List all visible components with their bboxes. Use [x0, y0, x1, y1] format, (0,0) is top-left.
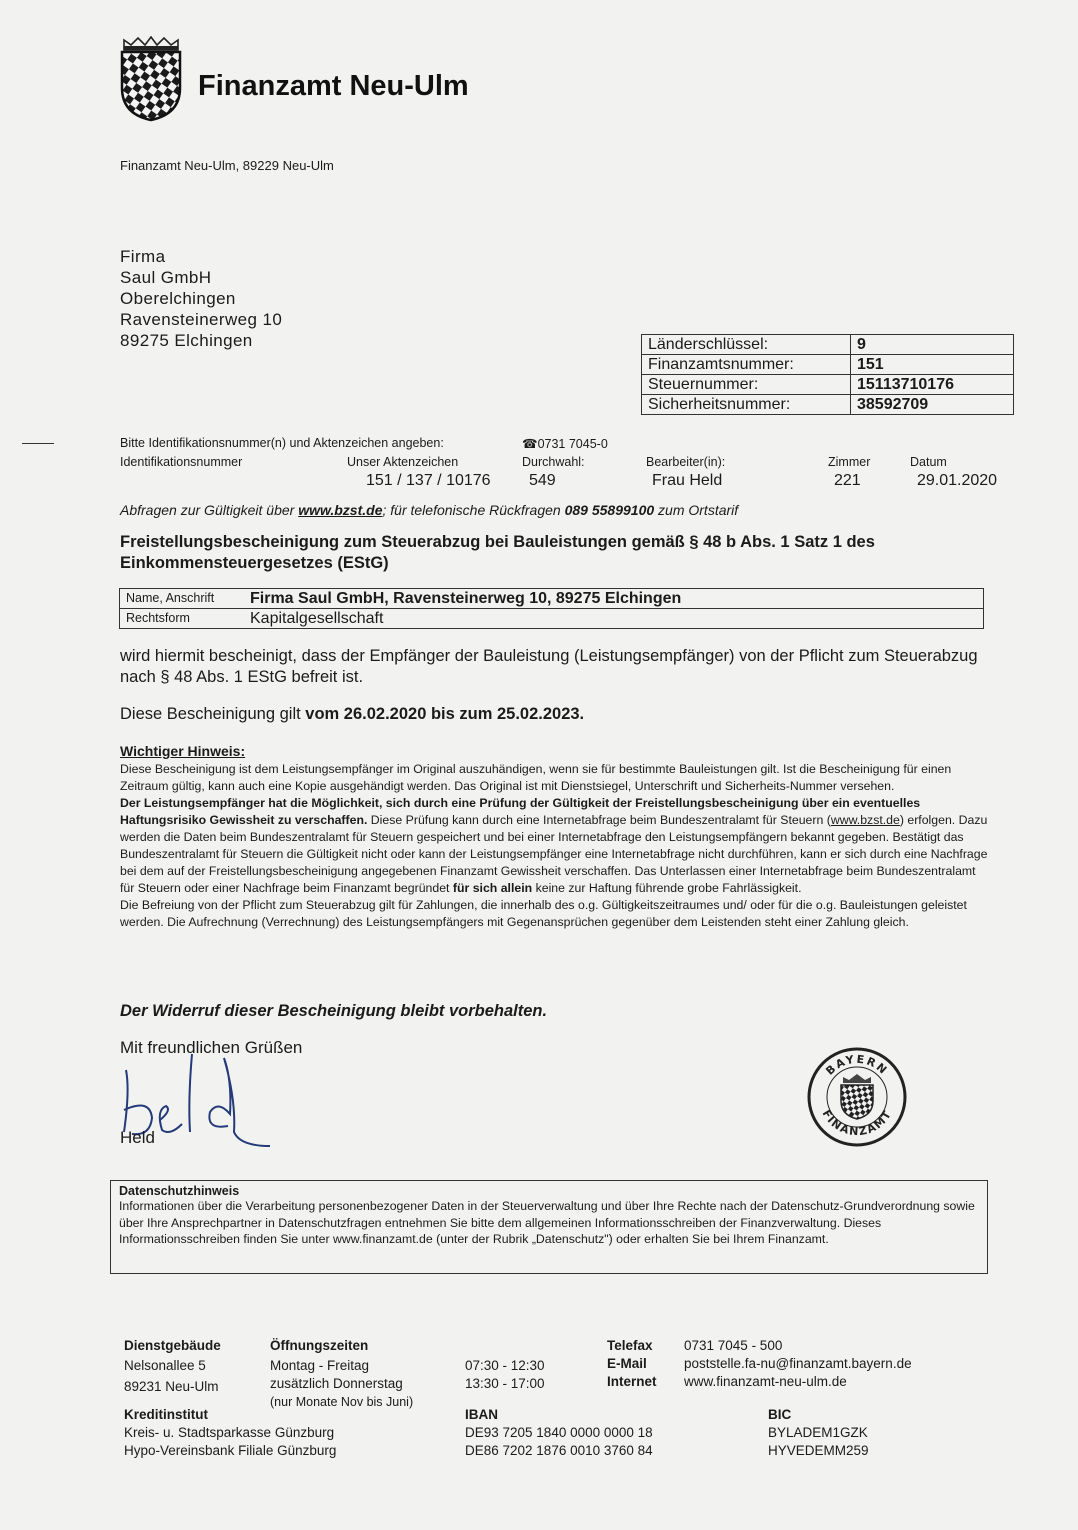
bzst-link-inline[interactable]: www.bzst.de	[830, 813, 900, 827]
bank-label: Kreditinstitut	[124, 1407, 208, 1422]
hint-suffix: zum Ortstarif	[654, 502, 739, 518]
notice-bold: Der Leistungsempfänger hat die Möglichkeit, sich durch eine Prüfung der Gültigkeit der Freistellungsbescheinigung über ein eventuelles Haftungsrisiko Gewissheit zu verschaffen.	[120, 796, 921, 827]
hint-prefix: Abfragen zur Gültigkeit über	[120, 502, 299, 518]
id-value: 151	[851, 355, 1014, 375]
website-link[interactable]: www.finanzamt-neu-ulm.de	[684, 1374, 847, 1389]
firm-name-label: Name, Anschrift	[120, 589, 245, 609]
withdrawal-reservation: Der Widerruf dieser Bescheinigung bleibt vorbehalten.	[120, 1002, 548, 1020]
bearbeiter-value: Frau Held	[652, 472, 723, 489]
recipient-line: Saul GmbH	[120, 268, 212, 287]
hint-phone: 089 55899100	[564, 502, 655, 518]
id-label: Länderschlüssel:	[642, 335, 851, 355]
official-seal	[805, 1045, 909, 1149]
zimmer-value: 221	[834, 472, 861, 489]
recipient-line: Oberelchingen	[120, 289, 236, 308]
bank-name: Hypo-Vereinsbank Filiale Günzburg	[124, 1443, 337, 1458]
time-range: 13:30 - 17:00	[465, 1376, 545, 1391]
id-label: Steuernummer:	[642, 375, 851, 395]
aktenzeichen-label: Unser Aktenzeichen	[347, 455, 459, 469]
datum-value: 29.01.2020	[917, 472, 998, 489]
bearbeiter-label: Bearbeiter(in):	[646, 455, 726, 469]
table-row	[120, 589, 984, 609]
validity-prefix: Diese Bescheinigung gilt	[120, 705, 306, 723]
tax-id-table	[641, 334, 1014, 415]
durchwahl-value: 549	[529, 472, 556, 489]
hours-label: Öffnungszeiten	[270, 1338, 369, 1353]
bzst-link[interactable]: www.bzst.de	[298, 502, 383, 518]
certificate-heading: Freistellungsbescheinigung zum Steuerabzug bei Bauleistungen gemäß § 48 b Abs. 1 Satz 1 des Einkommensteuergesetzes (EStG)	[120, 533, 875, 572]
iban-label: IBAN	[465, 1407, 498, 1422]
recipient-line: Ravensteinerweg 10	[120, 310, 283, 329]
footer-iban	[465, 1406, 653, 1460]
privacy-text: Informationen über die Verarbeitung personenbezogener Daten in der Steuerverwaltung und über Ihre Rechte nach der Datenschutz-Grundverordnung sowie über Ihre Ansprechpartner in Datenschutzfragen entnehmen Sie bitte dem allgemeinen Informationsschreiben der Finanzverwaltung. Dieses Informationsschreiben finden Sie unter www.finanzamt.de (unter der Rubrik „Datenschutz") oder erhalten Sie bei Ihrem Finanzamt.	[119, 1199, 975, 1246]
id-label: Finanzamtsnummer:	[642, 355, 851, 375]
validity-period	[120, 705, 584, 724]
contact-label: Internet	[607, 1374, 657, 1389]
signatory-name: Held	[120, 1128, 155, 1147]
id-value: 38592709	[851, 395, 1014, 415]
notice-text	[120, 761, 990, 931]
building-line: 89231 Neu-Ulm	[124, 1379, 219, 1394]
time-range: 07:30 - 12:30	[465, 1358, 545, 1373]
iban-value: DE93 7205 1840 0000 0000 18	[465, 1425, 653, 1440]
table-row	[642, 395, 1014, 415]
id-number-label: Identifikationsnummer	[120, 455, 243, 469]
footer-contact-labels	[607, 1337, 657, 1391]
durchwahl-label: Durchwahl:	[522, 455, 585, 469]
office-title: Finanzamt Neu-Ulm	[198, 70, 469, 102]
table-row	[642, 355, 1014, 375]
certification-text: wird hiermit bescheinigt, dass der Empfänger der Bauleistung (Leistungsempfänger) von der Pflicht zum Steuerabzug nach § 48 Abs. 1 EStG befreit ist.	[120, 647, 978, 686]
datum-label: Datum	[910, 455, 947, 469]
building-line: Nelsonallee 5	[124, 1358, 206, 1373]
recipient-line: 89275 Elchingen	[120, 331, 253, 350]
aktenzeichen-value: 151 / 137 / 10176	[366, 472, 491, 489]
id-label: Sicherheitsnummer:	[642, 395, 851, 415]
svg-text:BAYERN: BAYERN	[823, 1052, 891, 1078]
footer-bic	[768, 1406, 869, 1460]
fax-value: 0731 7045 - 500	[684, 1338, 783, 1353]
hint-middle: ; für telefonische Rückfragen	[382, 502, 565, 518]
legal-form-value: Kapitalgesellschaft	[244, 609, 984, 629]
greeting: Mit freundlichen Grüßen	[120, 1038, 303, 1057]
footer-times	[465, 1357, 545, 1393]
validity-query-hint	[120, 502, 738, 518]
zimmer-label: Zimmer	[828, 455, 871, 469]
validity-dates: vom 26.02.2020 bis zum 25.02.2023.	[305, 705, 585, 723]
footer-bank	[124, 1406, 336, 1460]
privacy-notice-box	[110, 1180, 988, 1274]
bic-value: HYVEDEMM259	[768, 1443, 869, 1458]
firm-table	[119, 588, 984, 629]
bic-value: BYLADEM1GZK	[768, 1425, 868, 1440]
notice-paragraph: Die Befreiung von der Pflicht zum Steuerabzug gilt für Zahlungen, die innerhalb des o.g. Gültigkeitszeitraumes und/ oder für die o.g. Bauleistungen geleistet werden. Die Aufrechnung (Verrechnung) des Leistungsempfängers mit Gegenansprüchen gegenüber dem Leistenden steht einer Zahlung gleich.	[120, 898, 967, 929]
contact-label: E-Mail	[607, 1356, 647, 1371]
recipient-line: Firma	[120, 247, 166, 266]
id-value: 15113710176	[851, 375, 1014, 395]
notice-paragraph	[120, 795, 990, 897]
legal-form-label: Rechtsform	[120, 609, 245, 629]
hours-line: (nur Monate Nov bis Juni)	[270, 1395, 414, 1409]
bic-label: BIC	[768, 1407, 792, 1422]
notice-text-part: ) erfolgen. Dazu werden die Daten beim Bundeszentralamt für Steuern gespeichert und bei einer Internetabfrage den Leistungsempfängern bekannt gegeben. Bestätigt das Bundeszentralamt für Steuern die Gültigkeit nicht oder kann der Leistungsempfänger eine Internetabfrage nicht durchführen, kann er sich durch eine Nachfrage bei dem auf der Freistellungsbescheinigung angegebenen Finanzamt Gewissheit verschaffen. Das Unterlassen einer Internetabfrage beim Bundeszentralamt für Steuern oder einer Nachfrage beim Finanzamt begründet	[120, 813, 988, 895]
email-link[interactable]: poststelle.fa-nu@finanzamt.bayern.de	[684, 1356, 912, 1371]
sender-return-address: Finanzamt Neu-Ulm, 89229 Neu-Ulm	[120, 158, 334, 173]
fold-mark	[22, 443, 54, 444]
notice-text-part: keine zur Haftung führende grobe Fahrlässigkeit.	[532, 881, 802, 895]
notice-title: Wichtiger Hinweis:	[120, 743, 246, 759]
table-row	[120, 609, 984, 629]
contact-label: Telefax	[607, 1338, 653, 1353]
reference-request-text: Bitte Identifikationsnummer(n) und Aktenzeichen angeben:	[120, 436, 444, 450]
footer-hours	[270, 1337, 413, 1411]
bank-name: Kreis- u. Stadtsparkasse Günzburg	[124, 1425, 335, 1440]
phone-number: ☎0731 7045-0	[522, 437, 608, 451]
svg-text:FINANZAMT: FINANZAMT	[819, 1107, 895, 1139]
footer-building	[124, 1337, 221, 1396]
notice-text-part: Diese Prüfung kann durch eine Internetabfrage beim Bundeszentralamt für Steuern (	[367, 813, 831, 827]
building-label: Dienstgebäude	[124, 1338, 221, 1353]
id-value: 9	[851, 335, 1014, 355]
recipient-address	[120, 246, 282, 351]
notice-paragraph: Diese Bescheinigung ist dem Leistungsempfänger im Original auszuhändigen, wenn sie für bestimmte Bauleistungen gilt. Ist die Bescheinigung für einen Zeitraum gültig, kann auch eine Kopie ausgehändigt werden. Das Original ist mit Dienstsiegel, Unterschrift und Sicherheits-Nummer versehen.	[120, 762, 952, 793]
table-row	[642, 375, 1014, 395]
hours-line: zusätzlich Donnerstag	[270, 1376, 403, 1391]
footer-contact-values	[684, 1337, 912, 1391]
notice-bold: für sich allein	[452, 881, 533, 895]
hours-line: Montag - Freitag	[270, 1358, 370, 1373]
firm-name-value: Firma Saul GmbH, Ravensteinerweg 10, 89275 Elchingen	[244, 589, 984, 609]
bavarian-coat-of-arms-logo	[118, 36, 184, 122]
table-row	[642, 335, 1014, 355]
iban-value: DE86 7202 1876 0010 3760 84	[465, 1443, 653, 1458]
privacy-title: Datenschutzhinweis	[119, 1184, 240, 1198]
